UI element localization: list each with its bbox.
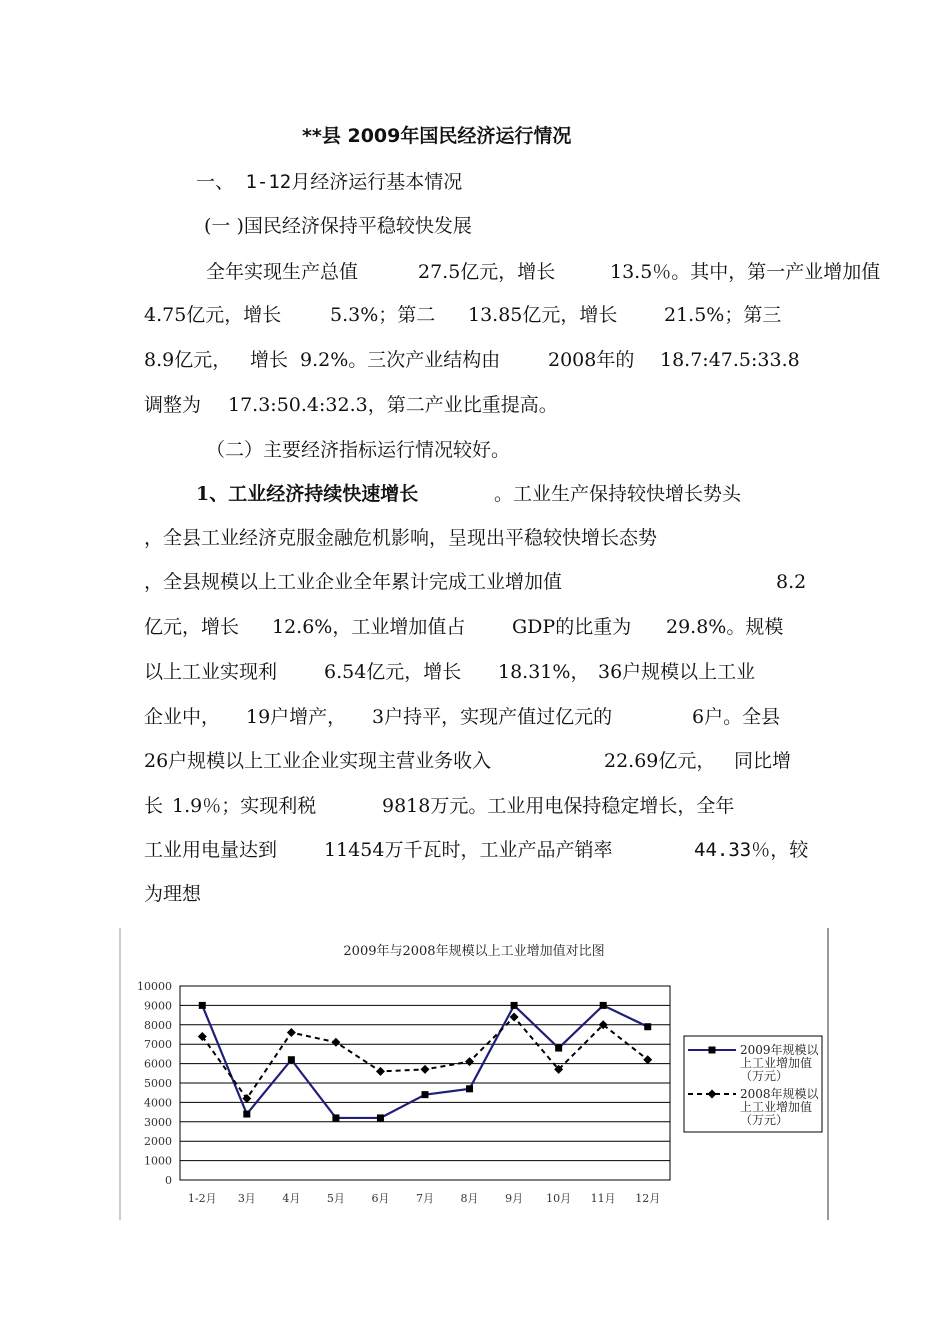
y-tick-label: 4000 [144, 1096, 172, 1110]
paragraph-text: 1.9％；实现利税 [172, 795, 317, 817]
x-tick-label: 1-2月 [187, 1192, 217, 1205]
paragraph-text: 5.3%；第二 [330, 304, 436, 326]
paragraph-text: 2008年的 [548, 349, 635, 371]
paragraph-text: 12.6%，工业增加值占 [272, 616, 466, 638]
y-tick-label: 9000 [144, 999, 172, 1013]
data-point-square [555, 1045, 562, 1052]
paragraph-text: 3户持平，实现产值过亿元的 [372, 706, 613, 728]
data-point-square [644, 1023, 651, 1030]
paragraph-text: 22.69亿元， [604, 750, 716, 772]
data-point-diamond [510, 1013, 519, 1022]
legend-label: 2008年规模以 [740, 1087, 819, 1101]
paragraph-text: 为理想 [144, 883, 202, 905]
paragraph-text: 29.8%。规模 [666, 616, 784, 638]
x-tick-label: 8月 [460, 1192, 479, 1205]
paragraph-text: 长 [144, 795, 164, 817]
data-point-square [243, 1111, 250, 1118]
x-tick-label: 10月 [546, 1192, 572, 1205]
y-tick-label: 10000 [137, 980, 172, 993]
data-point-diamond [287, 1028, 296, 1037]
data-point-square [422, 1091, 429, 1098]
x-tick-label: 7月 [416, 1192, 434, 1205]
y-tick-label: 3000 [144, 1115, 172, 1129]
y-tick-label: 7000 [144, 1038, 172, 1052]
paragraph-text: 调整为 [144, 394, 202, 416]
data-point-square [332, 1114, 339, 1121]
data-point-square [377, 1114, 384, 1121]
paragraph-text: GDP的比重为 [512, 616, 632, 638]
data-point-diamond [643, 1055, 652, 1064]
y-tick-label: 0 [165, 1174, 172, 1187]
paragraph-text: 工业用电量达到 [144, 839, 278, 861]
chart-svg [118, 928, 830, 1220]
paragraph-text: 36户规模以上工业 [598, 661, 756, 683]
paragraph-text: 同比增 [734, 750, 792, 772]
data-point-diamond [331, 1038, 340, 1047]
paragraph-text: 企业中， [144, 706, 221, 728]
x-tick-label: 4月 [282, 1192, 301, 1205]
paragraph-text: 6.54亿元，增长 [324, 661, 462, 683]
data-point-diamond [421, 1065, 430, 1074]
paragraph-text: 增长 [250, 349, 289, 371]
paragraph-text: 11454万千瓦时，工业产品产销率 [324, 839, 613, 861]
data-point-square [511, 1002, 518, 1009]
data-point-square [466, 1085, 473, 1092]
legend-label: 上工业增加值 [740, 1100, 813, 1114]
paragraph-text: 17.3:50.4:32.3，第二产业比重提高。 [228, 394, 558, 416]
paragraph-text: ，全县规模以上工业企业全年累计完成工业增加值 [144, 571, 563, 593]
section-heading-1: 一、 1-12月经济运行基本情况 [196, 171, 463, 193]
data-point-diamond [376, 1067, 385, 1076]
paragraph-lead: 1、工业经济持续快速增长 [196, 483, 419, 505]
paragraph-text: 8.9亿元， [144, 349, 232, 371]
paragraph-text: 以上工业实现利 [144, 661, 278, 683]
paragraph-text: 18.7:47.5:33.8 [660, 349, 800, 371]
data-point-square [600, 1002, 607, 1009]
y-tick-label: 5000 [144, 1077, 172, 1090]
x-tick-label: 3月 [237, 1192, 256, 1205]
y-tick-label: 2000 [144, 1135, 172, 1149]
paragraph-text: 26户规模以上工业企业实现主营业务收入 [144, 750, 492, 772]
y-tick-label: 1000 [144, 1154, 172, 1168]
legend-marker-square [709, 1047, 716, 1054]
paragraph-text: 18.31%， [498, 661, 590, 683]
paragraph-text: 13.5％。其中，第一产业增加值 [610, 261, 881, 283]
legend-label: （万元） [740, 1113, 789, 1127]
legend-label: （万元） [740, 1069, 789, 1083]
paragraph-text: 9.2%。三次产业结构由 [300, 349, 501, 371]
series-line [202, 1005, 647, 1118]
x-tick-label: 6月 [371, 1192, 390, 1205]
subsection-heading-1: (一 )国民经济保持平稳较快发展 [204, 215, 472, 237]
paragraph-text: 19户增产， [246, 706, 347, 728]
paragraph-text: 全年实现生产总值 [206, 261, 359, 283]
paragraph-text: 13.85亿元，增长 [468, 304, 618, 326]
legend-label: 2009年规模以 [740, 1043, 819, 1057]
data-point-square [288, 1056, 295, 1063]
paragraph-text: 44.33％，较 [694, 839, 809, 861]
paragraph-text: 21.5%；第三 [664, 304, 782, 326]
paragraph-text: 9818万元。工业用电保持稳定增长，全年 [382, 795, 735, 817]
paragraph-text: ，全县工业经济克服金融危机影响，呈现出平稳较快增长态势 [144, 527, 658, 549]
chart-title: 2009年与2008年规模以上工业增加值对比图 [343, 944, 605, 959]
line-chart [118, 928, 830, 1220]
paragraph-text: 8.2 [776, 571, 807, 593]
paragraph-text: 6户。全县 [692, 706, 781, 728]
x-tick-label: 11月 [590, 1192, 616, 1205]
paragraph-text: 亿元，增长 [144, 616, 240, 638]
legend-label: 上工业增加值 [740, 1056, 813, 1070]
x-tick-label: 5月 [326, 1192, 345, 1205]
x-tick-label: 12月 [635, 1192, 661, 1205]
data-point-diamond [465, 1057, 474, 1066]
page-title: **县 2009年国民经济运行情况 [302, 125, 572, 147]
x-tick-label: 9月 [505, 1192, 524, 1205]
paragraph-text: 4.75亿元，增长 [144, 304, 282, 326]
y-tick-label: 8000 [144, 1018, 172, 1032]
data-point-square [199, 1002, 206, 1009]
paragraph-text: 。工业生产保持较快增长势头 [494, 483, 742, 505]
paragraph-text: 27.5亿元，增长 [418, 261, 556, 283]
y-tick-label: 6000 [144, 1057, 172, 1071]
subsection-heading-2: （二）主要经济指标运行情况较好。 [206, 439, 511, 461]
